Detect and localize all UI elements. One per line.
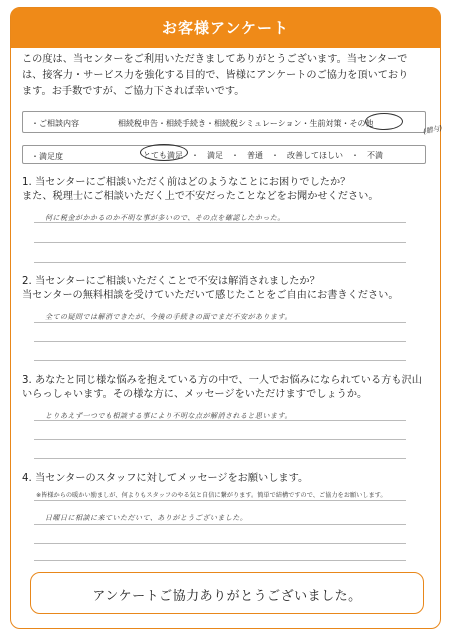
consult-handwritten-note: (贈与) (422, 124, 444, 136)
answer-line (34, 222, 406, 223)
answer-line (34, 341, 406, 342)
answer-line (34, 543, 406, 544)
satisfaction-label: ・満足度 (31, 152, 63, 161)
thanks-box (30, 572, 424, 614)
answer-3: とりあえず一つでも相談する事により不明な点が解消されると思います。 (45, 412, 292, 420)
answer-line (34, 420, 406, 421)
consult-options: 相続税申告・相続手続き・相続税シミュレーション・生前対策・その他 (118, 119, 374, 128)
satisfaction-selected-circle (140, 144, 188, 161)
question-3: 3. あなたと同じ様な悩みを抱えている方の中で、一人でお悩みになられている方も沢山いらっしゃいます。その様な方に、メッセージをいただけますでしょうか。 (22, 375, 422, 400)
answer-line (34, 322, 406, 323)
answer-line (34, 524, 406, 525)
question-2: 2. 当センターにご相談いただくことで不安は解消されましたか？ 当センターの無料相談を受けていただいて感じたことをご自由にお書きください。 (22, 276, 399, 301)
answer-2: 全ての疑問では解消できたが、今後の手続きの面でまだ不安があります。 (45, 313, 292, 321)
satisfaction-box (22, 145, 426, 164)
answer-line (34, 242, 406, 243)
answer-line (34, 560, 406, 561)
consult-label: ・ご相談内容 (31, 119, 79, 128)
answer-line (34, 439, 406, 440)
satisfaction-options: とても満足 ・ 満足 ・ 普通 ・ 改善してほしい ・ 不満 (143, 151, 383, 160)
thanks-text: アンケートご協力ありがとうございました。 (92, 589, 362, 604)
question-4-note: ※皆様からの暖かい励ましが、何よりもスタッフのやる気と自信に繋がります。簡単で結構ですので、ご協力をお願いします。 (36, 492, 387, 499)
page-title: お客様アンケート (161, 19, 290, 37)
answer-1: 何に税金がかかるのか不明な事が多いので、その点を確認したかった。 (45, 214, 285, 222)
question-4: 4. 当センターのスタッフに対してメッセージをお願いします。 (22, 473, 309, 484)
answer-line (34, 458, 406, 459)
answer-line (34, 262, 406, 263)
answer-line (34, 500, 406, 501)
answer-line (34, 360, 406, 361)
answer-4: 日曜日に相談に来ていただいて、ありがとうございました。 (45, 514, 248, 522)
consult-selected-circle (365, 113, 403, 130)
intro-text: この度は、当センターをご利用いただきましてありがとうございます。当センターでは、接客力・サービス力を強化する目的で、皆様にアンケートのご協力を頂いております。お手数ですが、ご協力下されば幸いです。 (22, 54, 409, 97)
title-bar (11, 8, 440, 48)
question-1: 1. 当センターにご相談いただく前はどのようなことにお困りでしたか？ また、税理士にご相談いただく上で不安だったことなどをお聞かせください。 (22, 177, 379, 202)
